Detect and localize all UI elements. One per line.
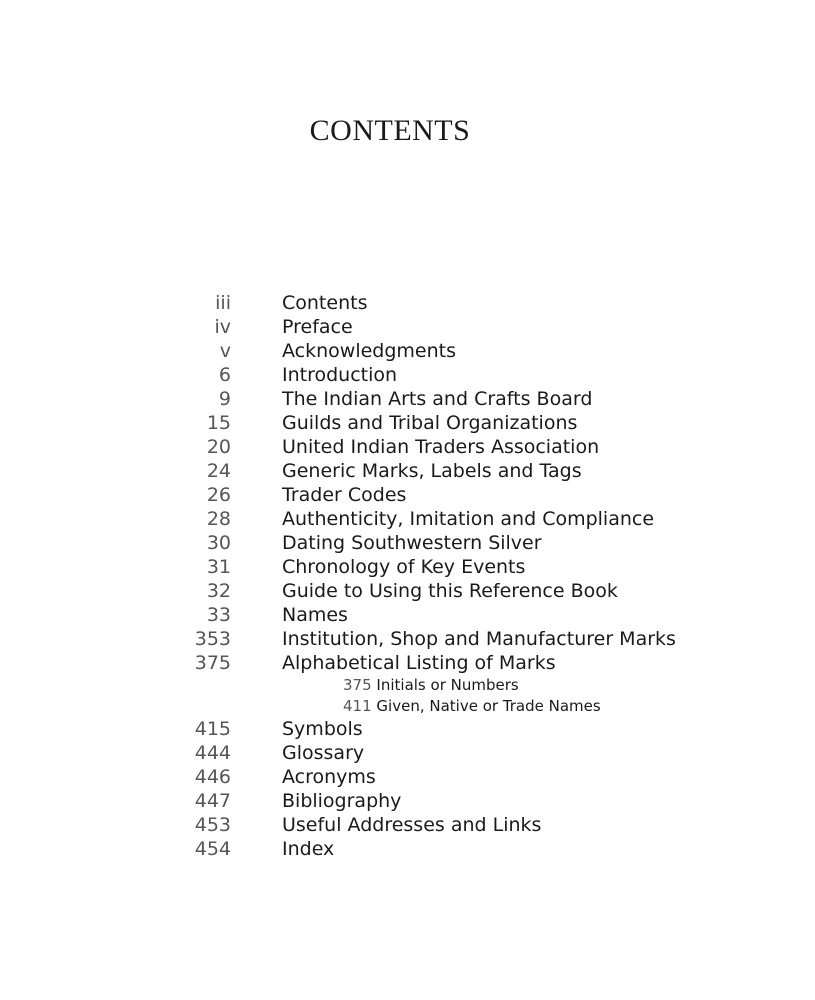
toc-entry: [0, 717, 815, 741]
toc-subentry: [0, 696, 815, 717]
toc-entry-label: Introduction: [282, 364, 398, 386]
toc-page-number: 415: [194, 718, 231, 740]
toc-entry-label: Bibliography: [282, 790, 402, 812]
toc-entry: [0, 789, 815, 813]
toc-entry: [0, 507, 815, 531]
toc-page-number: 28: [206, 508, 231, 530]
page-title: CONTENTS: [309, 114, 471, 147]
toc-subentry-label: Initials or Numbers: [376, 676, 519, 694]
toc-page-number: 20: [206, 436, 231, 458]
toc-subentry-page-number: 411: [343, 697, 372, 715]
toc-entry-label: The Indian Arts and Crafts Board: [282, 388, 593, 410]
toc-entry: [0, 579, 815, 603]
toc-entry: [0, 531, 815, 555]
toc-entry-label: Institution, Shop and Manufacturer Marks: [282, 628, 676, 650]
toc-entry-label: Guilds and Tribal Organizations: [282, 412, 578, 434]
toc-page-number: v: [219, 340, 231, 362]
toc-entry-label: Generic Marks, Labels and Tags: [282, 460, 582, 482]
table-of-contents: [0, 291, 815, 861]
toc-page-number: 454: [194, 838, 231, 860]
toc-entry: [0, 363, 815, 387]
toc-entry-label: Trader Codes: [282, 484, 407, 506]
toc-entry: [0, 435, 815, 459]
toc-entry: [0, 315, 815, 339]
toc-entry-label: Acknowledgments: [282, 340, 456, 362]
toc-entry-label: Dating Southwestern Silver: [282, 532, 542, 554]
toc-entry: [0, 411, 815, 435]
toc-entry-label: Chronology of Key Events: [282, 556, 526, 578]
toc-entry: [0, 813, 815, 837]
toc-entry: [0, 387, 815, 411]
toc-page-number: 353: [194, 628, 231, 650]
toc-page-number: 33: [206, 604, 231, 626]
toc-entry-label: Alphabetical Listing of Marks: [282, 652, 556, 674]
toc-entry-label: Guide to Using this Reference Book: [282, 580, 618, 602]
toc-entry-label: Glossary: [282, 742, 365, 764]
toc-subentry-text: [343, 696, 601, 717]
toc-entry-label: Useful Addresses and Links: [282, 814, 542, 836]
toc-entry-label: United Indian Traders Association: [282, 436, 600, 458]
toc-entry: [0, 459, 815, 483]
toc-page-number: 375: [194, 652, 231, 674]
toc-page-number: 26: [206, 484, 231, 506]
toc-page-number: 30: [206, 532, 231, 554]
toc-page-number: 446: [194, 766, 231, 788]
toc-page-number: iv: [214, 316, 231, 338]
toc-entry: [0, 483, 815, 507]
toc-page-number: 444: [194, 742, 231, 764]
toc-entry: [0, 741, 815, 765]
toc-page-number: 24: [206, 460, 231, 482]
toc-page-number: 447: [194, 790, 231, 812]
toc-entry: [0, 603, 815, 627]
toc-entry: [0, 651, 815, 675]
toc-entry: [0, 627, 815, 651]
toc-page-number: 32: [206, 580, 231, 602]
toc-entry-label: Symbols: [282, 718, 363, 740]
toc-subentry-text: [343, 675, 519, 696]
toc-page-number: 9: [218, 388, 231, 410]
toc-page-number: 6: [218, 364, 231, 386]
toc-page-number: 31: [206, 556, 231, 578]
toc-subentry-page-number: 375: [343, 676, 372, 694]
toc-entry: [0, 339, 815, 363]
toc-subentry-label: Given, Native or Trade Names: [376, 697, 601, 715]
toc-entry: [0, 555, 815, 579]
toc-entry: [0, 291, 815, 315]
toc-page-number: 453: [194, 814, 231, 836]
toc-subentry: [0, 675, 815, 696]
toc-entry-label: Index: [282, 838, 335, 860]
toc-entry: [0, 837, 815, 861]
toc-entry-label: Acronyms: [282, 766, 376, 788]
toc-entry-label: Preface: [282, 316, 353, 338]
toc-page-number: iii: [215, 292, 231, 314]
toc-page-number: 15: [206, 412, 231, 434]
toc-entry-label: Authenticity, Imitation and Compliance: [282, 508, 655, 530]
toc-entry-label: Names: [282, 604, 348, 626]
toc-entry: [0, 765, 815, 789]
toc-entry-label: Contents: [282, 292, 368, 314]
